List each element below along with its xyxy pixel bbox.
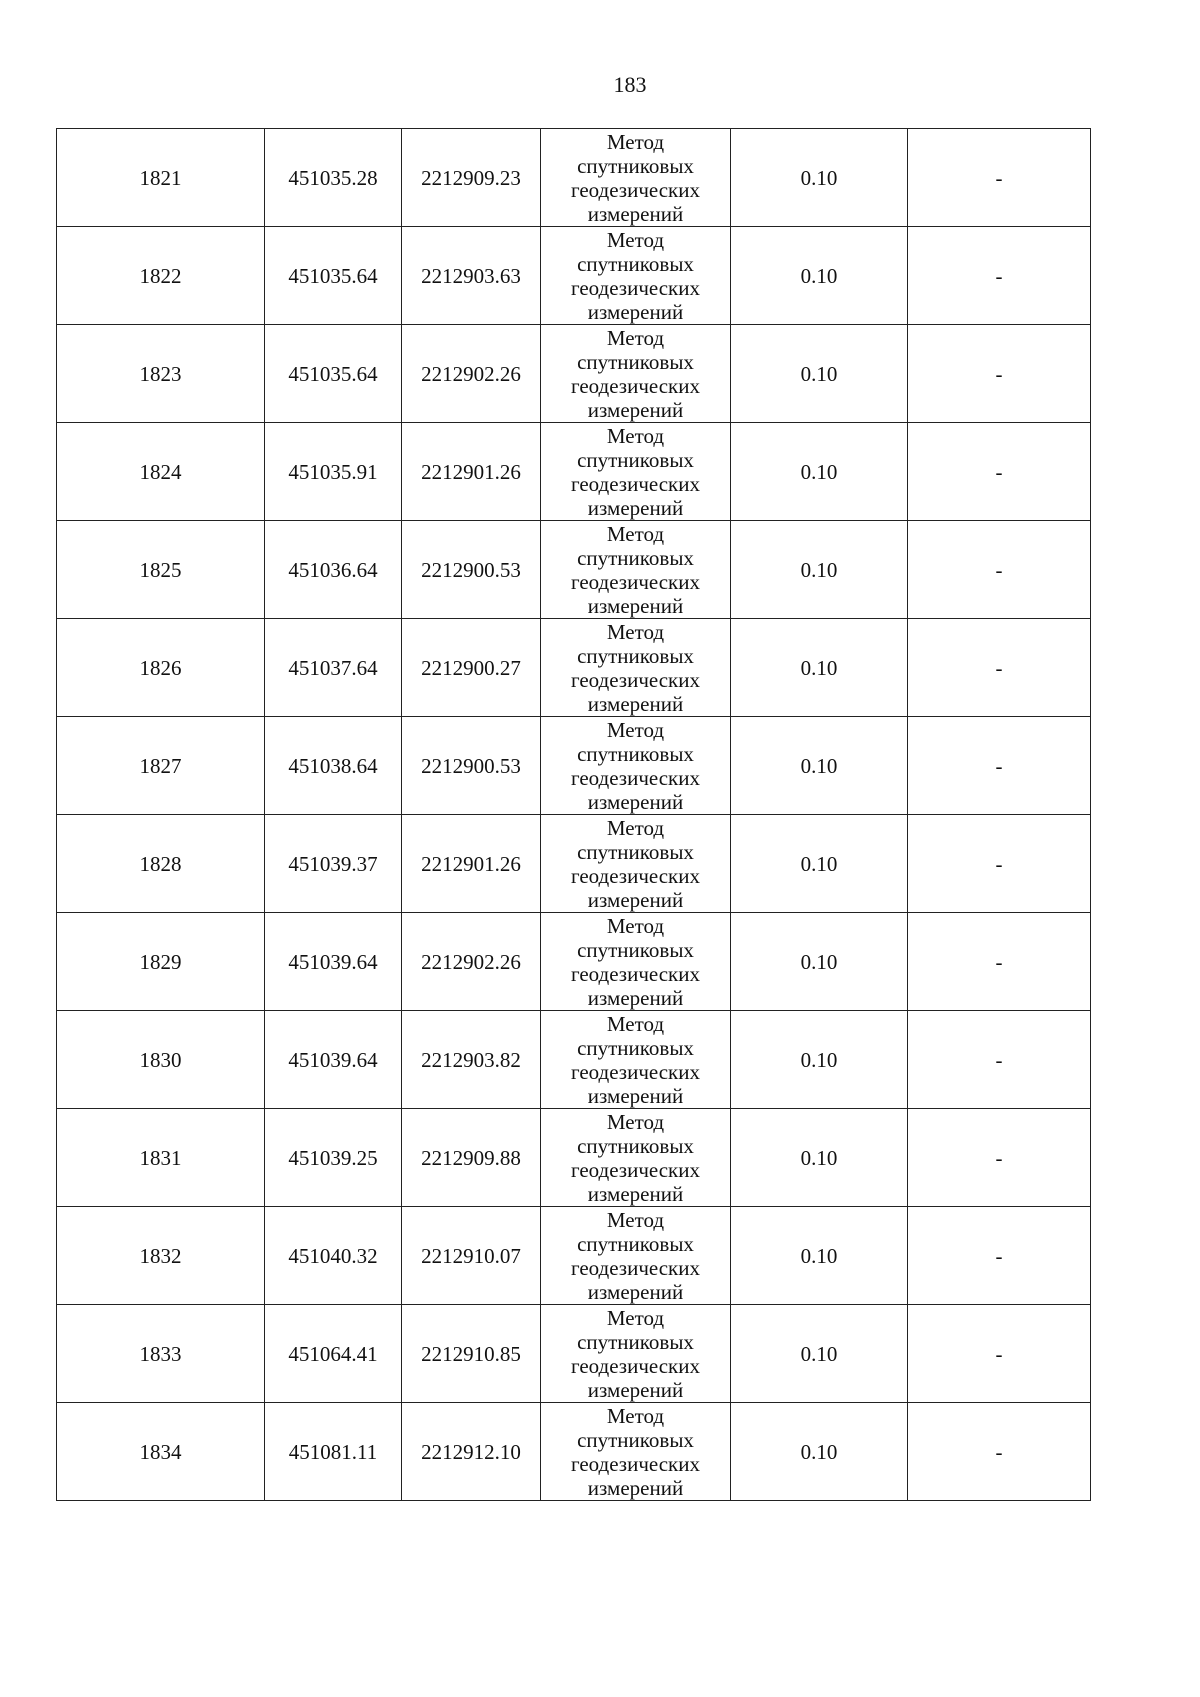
- point-number-cell: 1830: [57, 1011, 265, 1109]
- x-coordinate-cell: 451035.64: [265, 227, 402, 325]
- accuracy-cell: 0.10: [731, 1305, 908, 1403]
- point-number-cell: 1829: [57, 913, 265, 1011]
- x-coordinate-cell: 451081.11: [265, 1403, 402, 1501]
- method-cell: Метод спутниковых геодезических измерений: [541, 325, 731, 423]
- accuracy-cell: 0.10: [731, 717, 908, 815]
- accuracy-cell: 0.10: [731, 325, 908, 423]
- accuracy-cell: 0.10: [731, 1109, 908, 1207]
- point-number-cell: 1828: [57, 815, 265, 913]
- y-coordinate-cell: 2212900.27: [402, 619, 541, 717]
- y-coordinate-cell: 2212900.53: [402, 521, 541, 619]
- table-row: [57, 1109, 1091, 1207]
- description-cell: -: [908, 1305, 1091, 1403]
- table-row: [57, 913, 1091, 1011]
- method-cell: Метод спутниковых геодезических измерений: [541, 1207, 731, 1305]
- y-coordinate-cell: 2212901.26: [402, 815, 541, 913]
- accuracy-cell: 0.10: [731, 227, 908, 325]
- accuracy-cell: 0.10: [731, 423, 908, 521]
- x-coordinate-cell: 451039.64: [265, 1011, 402, 1109]
- coordinates-table: [56, 128, 1091, 1501]
- y-coordinate-cell: 2212902.26: [402, 325, 541, 423]
- x-coordinate-cell: 451039.64: [265, 913, 402, 1011]
- method-cell: Метод спутниковых геодезических измерений: [541, 717, 731, 815]
- point-number-cell: 1833: [57, 1305, 265, 1403]
- description-cell: -: [908, 227, 1091, 325]
- description-cell: -: [908, 521, 1091, 619]
- table-row: [57, 1207, 1091, 1305]
- accuracy-cell: 0.10: [731, 1403, 908, 1501]
- method-cell: Метод спутниковых геодезических измерений: [541, 129, 731, 227]
- x-coordinate-cell: 451035.64: [265, 325, 402, 423]
- method-cell: Метод спутниковых геодезических измерений: [541, 1109, 731, 1207]
- table-row: [57, 227, 1091, 325]
- description-cell: -: [908, 717, 1091, 815]
- y-coordinate-cell: 2212912.10: [402, 1403, 541, 1501]
- description-cell: -: [908, 1403, 1091, 1501]
- accuracy-cell: 0.10: [731, 619, 908, 717]
- x-coordinate-cell: 451035.91: [265, 423, 402, 521]
- point-number-cell: 1832: [57, 1207, 265, 1305]
- accuracy-cell: 0.10: [731, 521, 908, 619]
- table-row: [57, 815, 1091, 913]
- point-number-cell: 1827: [57, 717, 265, 815]
- method-cell: Метод спутниковых геодезических измерений: [541, 619, 731, 717]
- x-coordinate-cell: 451039.25: [265, 1109, 402, 1207]
- y-coordinate-cell: 2212901.26: [402, 423, 541, 521]
- description-cell: -: [908, 1109, 1091, 1207]
- x-coordinate-cell: 451064.41: [265, 1305, 402, 1403]
- table-row: [57, 521, 1091, 619]
- y-coordinate-cell: 2212903.82: [402, 1011, 541, 1109]
- y-coordinate-cell: 2212909.88: [402, 1109, 541, 1207]
- y-coordinate-cell: 2212910.85: [402, 1305, 541, 1403]
- x-coordinate-cell: 451039.37: [265, 815, 402, 913]
- y-coordinate-cell: 2212902.26: [402, 913, 541, 1011]
- point-number-cell: 1834: [57, 1403, 265, 1501]
- description-cell: -: [908, 423, 1091, 521]
- point-number-cell: 1823: [57, 325, 265, 423]
- coordinates-table-body: [57, 129, 1091, 1501]
- method-cell: Метод спутниковых геодезических измерений: [541, 1011, 731, 1109]
- table-row: [57, 325, 1091, 423]
- table-row: [57, 619, 1091, 717]
- table-row: [57, 1403, 1091, 1501]
- x-coordinate-cell: 451035.28: [265, 129, 402, 227]
- accuracy-cell: 0.10: [731, 913, 908, 1011]
- table-row: [57, 129, 1091, 227]
- y-coordinate-cell: 2212910.07: [402, 1207, 541, 1305]
- point-number-cell: 1826: [57, 619, 265, 717]
- method-cell: Метод спутниковых геодезических измерений: [541, 815, 731, 913]
- method-cell: Метод спутниковых геодезических измерений: [541, 913, 731, 1011]
- page-number: 183: [613, 72, 647, 97]
- method-cell: Метод спутниковых геодезических измерений: [541, 1305, 731, 1403]
- accuracy-cell: 0.10: [731, 815, 908, 913]
- y-coordinate-cell: 2212909.23: [402, 129, 541, 227]
- description-cell: -: [908, 1207, 1091, 1305]
- method-cell: Метод спутниковых геодезических измерений: [541, 227, 731, 325]
- table-row: [57, 423, 1091, 521]
- point-number-cell: 1822: [57, 227, 265, 325]
- table-row: [57, 1011, 1091, 1109]
- accuracy-cell: 0.10: [731, 1207, 908, 1305]
- description-cell: -: [908, 1011, 1091, 1109]
- description-cell: -: [908, 129, 1091, 227]
- accuracy-cell: 0.10: [731, 1011, 908, 1109]
- table-row: [57, 1305, 1091, 1403]
- x-coordinate-cell: 451037.64: [265, 619, 402, 717]
- x-coordinate-cell: 451036.64: [265, 521, 402, 619]
- point-number-cell: 1821: [57, 129, 265, 227]
- method-cell: Метод спутниковых геодезических измерений: [541, 1403, 731, 1501]
- description-cell: -: [908, 325, 1091, 423]
- description-cell: -: [908, 913, 1091, 1011]
- description-cell: -: [908, 815, 1091, 913]
- x-coordinate-cell: 451038.64: [265, 717, 402, 815]
- point-number-cell: 1824: [57, 423, 265, 521]
- table-row: [57, 717, 1091, 815]
- point-number-cell: 1831: [57, 1109, 265, 1207]
- x-coordinate-cell: 451040.32: [265, 1207, 402, 1305]
- method-cell: Метод спутниковых геодезических измерений: [541, 423, 731, 521]
- point-number-cell: 1825: [57, 521, 265, 619]
- y-coordinate-cell: 2212900.53: [402, 717, 541, 815]
- y-coordinate-cell: 2212903.63: [402, 227, 541, 325]
- description-cell: -: [908, 619, 1091, 717]
- accuracy-cell: 0.10: [731, 129, 908, 227]
- method-cell: Метод спутниковых геодезических измерений: [541, 521, 731, 619]
